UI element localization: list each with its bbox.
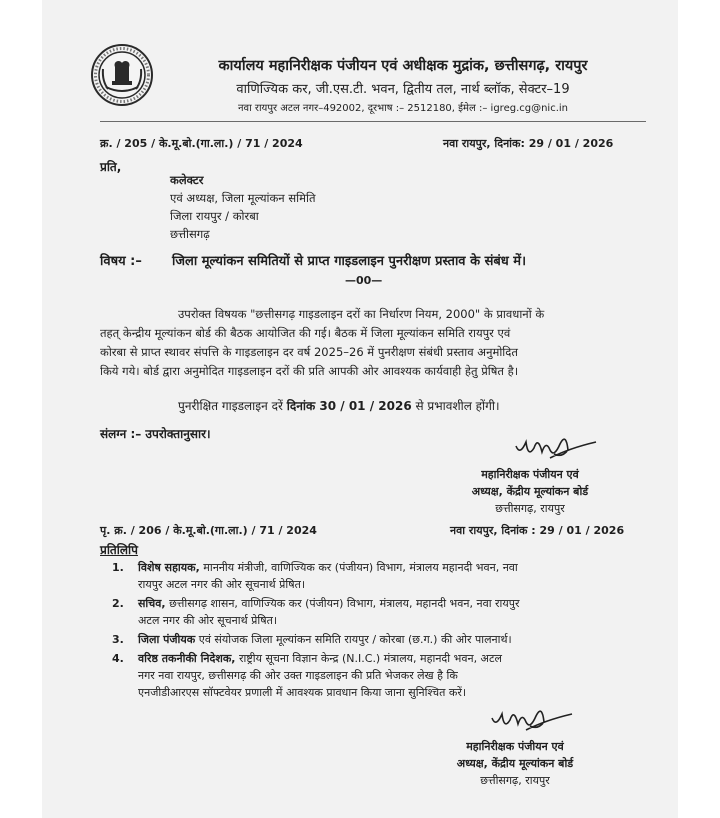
signature-line: महानिरीक्षक पंजीयन एवं (481, 468, 579, 481)
effective-text: पुनरीक्षित गाइडलाइन दरें (178, 399, 287, 413)
copy-item-number: 4. (112, 652, 124, 665)
body-paragraph (100, 305, 646, 381)
recipient-block (170, 171, 316, 243)
header-divider (100, 121, 646, 122)
body-line: उपरोक्त विषयक "छत्तीसगढ़ गाइडलाइन दरों का निर्धारण नियम, 2000" के प्रावधानों के (178, 307, 545, 321)
effective-date-line (178, 397, 500, 414)
office-title: कार्यालय महानिरीक्षक पंजीयन एवं अधीक्षक मुद्रांक, छत्तीसगढ़, रायपुर (218, 58, 588, 74)
copy-heading: प्रतिलिपि (100, 543, 138, 557)
copy-list (108, 559, 646, 701)
signature-line: महानिरीक्षक पंजीयन एवं (466, 740, 564, 753)
copy-signature-block (415, 738, 615, 789)
copy-item-text: छत्तीसगढ़ शासन, वाणिज्यिक कर (पंजीयन) विभाग, मंत्रालय, महानदी भवन, नवा रायपुर (165, 597, 520, 610)
copy-item-number: 1. (112, 561, 124, 574)
copy-item-text: रायपुर अटल नगर की ओर सूचनार्थ प्रेषित। (138, 578, 306, 591)
signature-mark (486, 700, 576, 740)
enclosure-line: संलग्न :– उपरोक्तानुसार। (100, 427, 211, 441)
copy-item-number: 3. (112, 633, 124, 646)
copy-item-title: सचिव, (138, 597, 166, 610)
signature-line: अध्यक्ष, केंद्रीय मूल्यांकन बोर्ड (471, 485, 589, 498)
copy-item-text: अटल नगर की ओर सूचनार्थ प्रेषित। (138, 614, 278, 627)
copy-item-text: माननीय मंत्रीजी, वाणिज्यिक कर (पंजीयन) विभाग, मंत्रालय महानदी भवन, नवा (199, 561, 518, 574)
signature-block (430, 466, 630, 517)
letter-date: नवा रायपुर, दिनांक: 29 / 01 / 2026 (443, 137, 614, 150)
state-emblem-icon (90, 43, 154, 107)
subject-label: विषय :– (100, 254, 142, 269)
copy-ref-no: पृ. क्र. / 206 / के.मू.बो.(गा.ला.) / 71 / 2024 (100, 524, 317, 537)
recipient-line: छत्तीसगढ़ (170, 227, 210, 241)
letter-ref-no: क्र. / 205 / के.मू.बो.(गा.ला.) / 71 / 2024 (100, 137, 303, 150)
office-contact: नवा रायपुर अटल नगर–492002, दूरभाष :– 2512180, ईमेल :– igreg.cg@nic.in (237, 103, 568, 114)
office-address: वाणिज्यिक कर, जी.एस.टी. भवन, द्वितीय तल, नार्थ ब्लॉक, सेक्टर–19 (236, 82, 570, 97)
copy-item (108, 595, 646, 629)
body-line: तहत् केन्द्रीय मूल्यांकन बोर्ड की बैठक आयोजित की गई। बैठक में जिला मूल्यांकन समिति रायपुर एवं (100, 326, 511, 340)
copy-item-text: नगर नवा रायपुर, छत्तीसगढ़ की ओर उक्त गाइडलाइन की प्रति भेजकर लेख है कि (138, 669, 458, 682)
recipient-line: जिला रायपुर / कोरबा (170, 209, 259, 223)
copy-date: नवा रायपुर, दिनांक : 29 / 01 / 2026 (450, 524, 625, 537)
recipient-line: कलेक्टर (170, 173, 204, 187)
subject-text: जिला मूल्यांकन समितियों से प्राप्त गाइडलाइन पुनरीक्षण प्रस्ताव के संबंध में। (172, 254, 527, 269)
recipient-line: एवं अध्यक्ष, जिला मूल्यांकन समिति (170, 191, 316, 205)
signature-line: अध्यक्ष, केंद्रीय मूल्यांकन बोर्ड (456, 757, 574, 770)
effective-date: दिनांक 30 / 01 / 2026 (286, 399, 412, 413)
copy-item (108, 631, 646, 648)
to-label: प्रति, (100, 160, 122, 174)
separator: —00— (345, 274, 383, 287)
body-line: कोरबा से प्राप्त स्थावर संपत्ति के गाइडलाइन दर वर्ष 2025–26 में पुनरीक्षण संबंधी प्रस्ताव अनुमोदित (100, 345, 518, 359)
copy-item-text: राष्ट्रीय सूचना विज्ञान केन्द्र (N.I.C.) मंत्रालय, महानदी भवन, अटल (235, 652, 502, 665)
signature-line: छत्तीसगढ़, रायपुर (480, 774, 550, 787)
copy-item (108, 650, 646, 701)
copy-item-text: एनजीडीआरएस सॉफ्टवेयर प्रणाली में आवश्यक प्रावधान किया जाना सुनिश्चित करें। (138, 686, 467, 699)
copy-item-number: 2. (112, 597, 124, 610)
copy-item-text: एवं संयोजक जिला मूल्यांकन समिति रायपुर / कोरबा (छ.ग.) की ओर पालनार्थ। (195, 633, 512, 646)
body-line: किये गये। बोर्ड द्वारा अनुमोदित गाइडलाइन दरों की प्रति आपकी ओर आवश्यक कार्यवाही हेतु प्रेषित है। (100, 364, 519, 378)
copy-item-title: जिला पंजीयक (138, 633, 196, 646)
signature-mark (510, 428, 600, 468)
copy-item-title: विशेष सहायक, (138, 561, 200, 574)
effective-text: से प्रभावशील होंगी। (411, 399, 500, 413)
copy-item (108, 559, 646, 593)
signature-line: छत्तीसगढ़, रायपुर (495, 502, 565, 515)
copy-item-title: वरिष्ठ तकनीकी निदेशक, (138, 652, 236, 665)
